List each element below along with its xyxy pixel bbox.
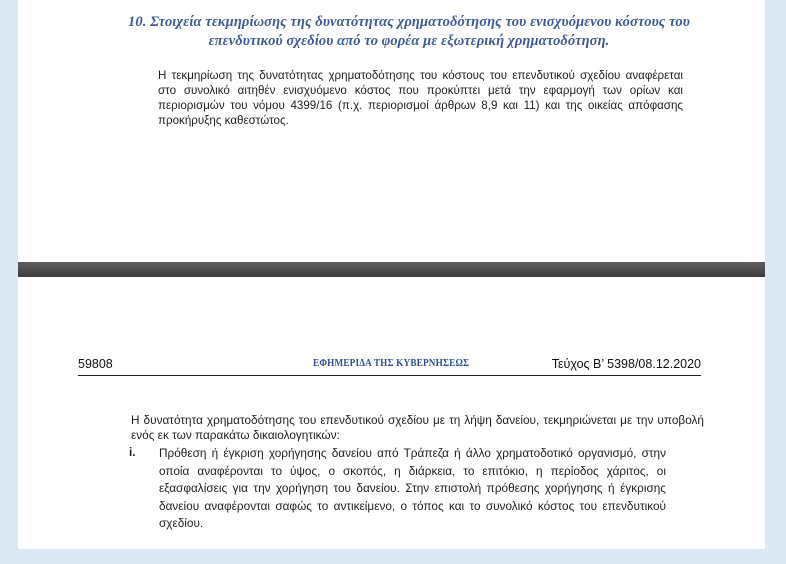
issue-info: Τεύχος Β’ 5398/08.12.2020	[551, 357, 701, 371]
section-body-paragraph: Η τεκμηρίωση της δυνατότητας χρηματοδότησης του κόστους του επενδυτικού σχεδίου αναφέρεται στο συνολικό αιτηθέν ενισχυόμενο κόστος που προκύπτει μετά την εφαρμογή των ορίων και περιορισμών του νόμου 4399/16 (π.χ. περιορισμοί άρθρων 8,9 και 11) και της οικείας απόφασης προκήρυξης καθεστώτος.	[158, 69, 683, 127]
page-header	[78, 357, 701, 376]
document-page-bottom	[18, 277, 765, 549]
page-divider	[18, 262, 765, 277]
section-heading: 10. Στοιχεία τεκμηρίωσης της δυνατότητας χρηματοδότησης του ενισχυόμενου κόστους του επενδυτικού σχεδίου από το φορέα με εξωτερική χρηματοδότηση.	[128, 14, 690, 49]
intro-paragraph: Η δυνατότητα χρηματοδότησης του επενδυτικού σχεδίου με τη λήψη δανείου, τεκμηριώνεται με την υποβολή ενός εκ των παρακάτω δικαιολογητικών:	[131, 413, 704, 442]
list-item-text: Πρόθεση ή έγκριση χορήγησης δανείου από Τράπεζα ή άλλο χρηματοδοτικό οργανισμό, στην οποία αναφέρονται το ύψος, ο σκοπός, η διάρκεια, το επιτόκιο, η περίοδος χάριτος, οι εξασφαλίσεις για την χορήγηση του δανείου. Στην επιστολή πρόθεσης χορήγησης ή έγκρισης δανείου αναφέρονται σαφώς το αντικείμενο, ο τόπος και το συνολικό κόστος του επενδυτικού σχεδίου.	[159, 446, 666, 530]
page-number: 59808	[78, 357, 113, 371]
list-item-marker: i.	[129, 445, 136, 459]
document-page-top	[18, 0, 765, 262]
gazette-title: ΕΦΗΜΕΡΙΔΑ ΤΗΣ ΚΥΒΕΡΝΗΣΕΩΣ	[313, 358, 470, 369]
